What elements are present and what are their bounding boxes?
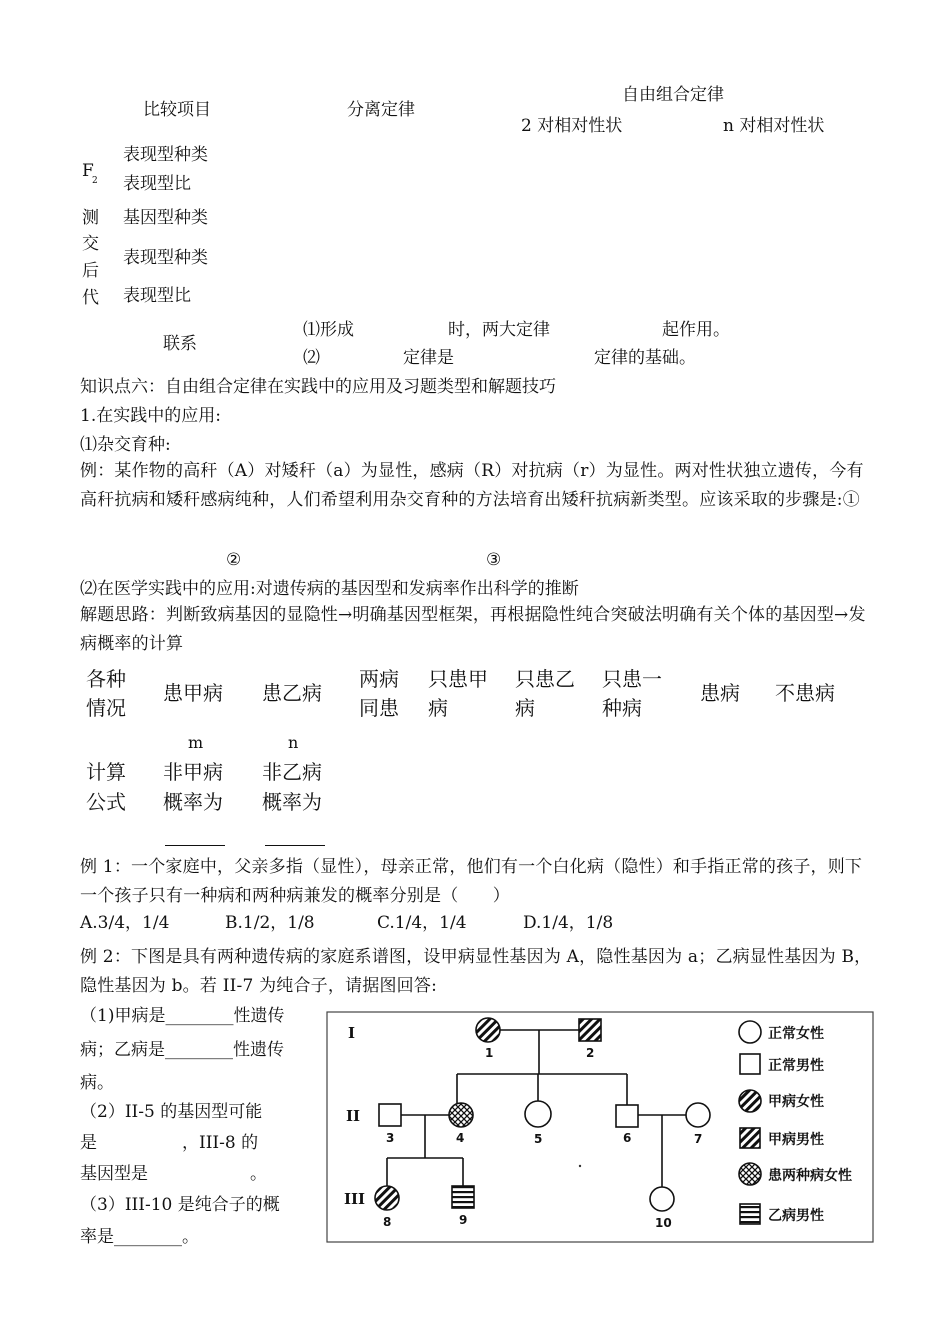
header-only-one: 种病 <box>602 696 642 720</box>
speck-dot <box>579 1165 581 1167</box>
testcross-char: 后 <box>82 261 99 281</box>
step-3: ③ <box>486 550 502 570</box>
n-label: n <box>288 733 299 752</box>
relation-1b: 时，两大定律 <box>448 320 550 340</box>
generation-label: II <box>346 1107 361 1125</box>
f2-row: 基因型种类 <box>123 208 208 228</box>
individual-number: 3 <box>386 1131 395 1145</box>
relation-2c: 定律的基础。 <box>594 348 696 368</box>
legend-label: 乙病男性 <box>768 1208 824 1224</box>
individual-number: 4 <box>456 1131 465 1145</box>
legend-normal-female-symbol <box>739 1021 761 1043</box>
compare-header: 比较项目 <box>143 100 211 120</box>
individual-3 <box>379 1104 401 1126</box>
header-only-one: 只患一 <box>602 667 662 691</box>
individual-number: 7 <box>694 1132 703 1146</box>
individual-7 <box>686 1103 710 1127</box>
testcross-row: 表现型种类 <box>123 248 208 268</box>
generation-label: III <box>344 1190 366 1208</box>
non-b-label: 非乙病 <box>262 760 322 784</box>
question-1: （1)甲病是________性遗传 <box>80 1006 285 1026</box>
separation-header: 分离定律 <box>347 100 415 120</box>
testcross-char: 代 <box>82 288 99 308</box>
legend-a-male-symbol <box>740 1128 760 1148</box>
testcross-row: 表现型比 <box>123 286 191 306</box>
relation-1c: 起作用。 <box>662 320 730 340</box>
individual-number: 5 <box>534 1132 543 1146</box>
formula-label: 公式 <box>86 790 126 814</box>
option-c: C.1/4，1/4 <box>377 913 467 933</box>
question-3: 率是________。 <box>80 1227 199 1247</box>
m-label: m <box>188 733 204 752</box>
question-1: 病；乙病是________性遗传 <box>80 1040 284 1060</box>
individual-number: 9 <box>459 1213 468 1227</box>
non-b-label: 概率为 <box>262 790 322 814</box>
header-only-a: 病 <box>428 696 448 720</box>
header-both: 两病 <box>359 667 399 691</box>
header-disease-a: 患甲病 <box>163 681 223 705</box>
relation-2b: 定律是 <box>403 348 454 368</box>
question-1: 病。 <box>80 1073 114 1093</box>
n-pairs-header: n 对相对性状 <box>723 116 825 136</box>
relation-label: 联系 <box>163 334 197 354</box>
legend-label: 甲病女性 <box>768 1094 824 1110</box>
individual-1 <box>476 1018 500 1042</box>
individual-6 <box>616 1105 638 1127</box>
header-disease-b: 患乙病 <box>262 681 322 705</box>
individual-5 <box>525 1101 551 1127</box>
legend-normal-male-symbol <box>740 1054 760 1074</box>
header-sick: 患病 <box>700 681 740 705</box>
individual-8 <box>375 1186 399 1210</box>
section-title: 知识点六：自由组合定律在实践中的应用及习题类型和解题技巧 <box>80 377 556 397</box>
testcross-char: 测 <box>82 208 99 228</box>
header-only-b: 病 <box>515 696 535 720</box>
answer-blank-a[interactable] <box>165 845 225 846</box>
item-2: ⑵在医学实践中的应用:对遗传病的基因型和发病率作出科学的推断 <box>80 579 579 599</box>
individual-10 <box>650 1187 674 1211</box>
option-b: B.1/2，1/8 <box>225 913 315 933</box>
formula-label: 计算 <box>86 760 126 784</box>
individual-number: 10 <box>655 1216 672 1230</box>
option-d: D.1/4，1/8 <box>523 913 614 933</box>
individual-number: 2 <box>586 1046 595 1060</box>
question-2: 基因型是 。 <box>80 1164 267 1184</box>
non-a-label: 非甲病 <box>163 760 223 784</box>
header-healthy: 不患病 <box>775 681 835 705</box>
f2-row: 表现型种类 <box>123 145 208 165</box>
f2-row: 表现型比 <box>123 174 191 194</box>
individual-4 <box>449 1103 473 1127</box>
header-cases: 各种 <box>86 667 126 691</box>
option-a: A.3/4，1/4 <box>80 913 170 933</box>
individual-9 <box>452 1186 474 1208</box>
individual-2 <box>579 1019 601 1041</box>
item-1a: ⑴杂交育种: <box>80 435 171 455</box>
legend-a-female-symbol <box>739 1090 761 1112</box>
breeding-example: 例：某作物的高秆（A）对矮秆（a）为显性，感病（R）对抗病（r）为显性。两对性状独立遗传，今有高秆抗病和矮秆感病纯种，人们希望利用杂交育种的方法培育出矮秆抗病新类型。应该采取的步骤是:① <box>80 461 864 510</box>
header-both: 同患 <box>359 696 399 720</box>
header-only-a: 只患甲 <box>428 667 488 691</box>
legend-b-male-symbol <box>740 1204 760 1224</box>
item-1: 1.在实践中的应用: <box>80 406 221 426</box>
solving-approach: 解题思路：判断致病基因的显隐性→明确基因型框架，再根据隐性纯合突破法明确有关个体的基因型→发病概率的计算 <box>80 605 866 654</box>
legend-both-female-symbol <box>739 1163 761 1185</box>
individual-number: 8 <box>383 1215 392 1229</box>
legend-label: 患两种病女性 <box>768 1168 852 1184</box>
generation-label: I <box>348 1024 356 1042</box>
question-2: 是 ，III-8 的 <box>80 1133 259 1153</box>
individual-number: 6 <box>623 1131 632 1145</box>
testcross-char: 交 <box>82 234 99 254</box>
question-2: （2）II-5 的基因型可能 <box>80 1102 263 1122</box>
two-pairs-header: 2 对相对性状 <box>521 116 623 136</box>
relation-1a: ⑴形成 <box>303 320 354 340</box>
non-a-label: 概率为 <box>163 790 223 814</box>
individual-number: 1 <box>485 1046 494 1060</box>
answer-blank-b[interactable] <box>265 845 325 846</box>
legend-label: 甲病男性 <box>768 1132 824 1148</box>
legend-label: 正常女性 <box>768 1026 824 1042</box>
example-1-text: 例 1：一个家庭中，父亲多指（显性），母亲正常，他们有一个白化病（隐性）和手指正常的孩子，则下一个孩子只有一种病和两种病兼发的概率分别是（ ） <box>80 857 863 906</box>
f2-subscript: 2 <box>92 176 98 186</box>
step-2: ② <box>226 550 242 570</box>
relation-2a: ⑵ <box>303 348 320 368</box>
example-2-text: 例 2：下图是具有两种遗传病的家庭系谱图，设甲病显性基因为 A，隐性基因为 a；乙病显性基因为 B，隐性基因为 b。若 II-7 为纯合子，请据图回答: <box>80 947 872 996</box>
pedigree-figure <box>326 1011 874 1243</box>
question-3: （3）III-10 是纯合子的概 <box>80 1195 280 1215</box>
header-cases: 情况 <box>86 696 126 720</box>
free-combination-header: 自由组合定律 <box>622 85 724 105</box>
legend-label: 正常男性 <box>768 1058 824 1074</box>
header-only-b: 只患乙 <box>515 667 575 691</box>
f2-label: F <box>82 161 94 181</box>
